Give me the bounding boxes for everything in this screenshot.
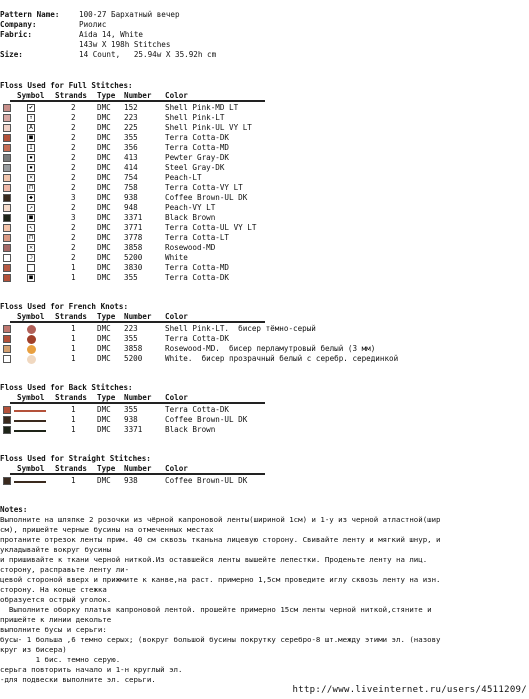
floss-type: DMC [97,143,111,152]
strands-value: 1 [71,344,76,353]
floss-type: DMC [97,273,111,282]
strands-value: 2 [71,253,76,262]
note-line: сторону. На конце стежка [0,585,107,594]
stitch-symbol: ✔ [27,104,35,112]
floss-color-name: Shell Pink-MD LT [165,103,239,112]
back-column-header: Strands [55,393,88,402]
floss-color-name: Shell Pink-LT [165,113,225,122]
strands-value: 1 [71,273,76,282]
header-label: Pattern Name: [0,10,60,19]
french-column-header: Color [165,312,188,321]
strands-value: 1 [71,334,76,343]
floss-number: 355 [124,334,138,343]
floss-number: 754 [124,173,138,182]
floss-color-name: Rosewood-MD. бисер перламутровый белый (3 мм) [165,344,376,353]
full-column-header: Symbol [17,91,45,100]
color-swatch [3,274,11,282]
floss-number: 355 [124,133,138,142]
back-header-rule [10,402,265,404]
strands-value: 1 [71,405,76,414]
stitch-symbol: ↗ [27,204,35,212]
floss-type: DMC [97,103,111,112]
header-label: Fabric: [0,30,33,39]
color-swatch [3,345,11,353]
color-swatch [3,335,11,343]
stitch-line-symbol [14,410,46,412]
floss-number: 3830 [124,263,143,272]
note-line: и пришивайте к ткани черной ниткой.Из оставшейся ленты вышейте лепестки. Проденьте ленту на лиц. [0,555,428,564]
stitch-symbol: ■ [27,134,35,142]
french-header-rule [10,321,265,323]
floss-color-name: Steel Gray-DK [165,163,225,172]
strands-value: 2 [71,133,76,142]
color-swatch [3,124,11,132]
color-swatch [3,154,11,162]
color-swatch [3,104,11,112]
header-value: 14 Count, 25.94w X 35.92h cm [79,50,217,59]
notes-title: Notes: [0,505,28,514]
floss-color-name: Shell Pink-LT. бисер тёмно-серый [165,324,316,333]
color-swatch [3,254,11,262]
color-swatch [3,234,11,242]
french-column-header: Type [97,312,116,321]
strands-value: 2 [71,203,76,212]
header-label: Size: [0,50,23,59]
floss-type: DMC [97,173,111,182]
note-line: выполните бусы и серьги: [0,625,107,634]
floss-number: 948 [124,203,138,212]
color-swatch [3,264,11,272]
back-column-header: Type [97,393,116,402]
floss-color-name: Black Brown [165,213,216,222]
floss-color-name: Terra Cotta-LT [165,233,230,242]
floss-number: 152 [124,103,138,112]
floss-color-name: Terra Cotta-DK [165,334,230,343]
header-value: 143w X 198h Stitches [79,40,171,49]
stitch-symbol: ■ [27,214,35,222]
floss-type: DMC [97,163,111,172]
strands-value: 1 [71,324,76,333]
floss-number: 3858 [124,344,143,353]
floss-number: 938 [124,193,138,202]
header-value: Aida 14, White [79,30,144,39]
floss-number: 413 [124,153,138,162]
straight-column-header: Strands [55,464,88,473]
floss-type: DMC [97,123,111,132]
back-column-header: Number [124,393,152,402]
color-swatch [3,204,11,212]
french-column-header: Strands [55,312,88,321]
stitch-line-symbol [14,430,46,432]
french-knot-symbol [27,325,36,334]
floss-color-name: Terra Cotta-MD [165,263,230,272]
floss-number: 223 [124,324,138,333]
color-swatch [3,244,11,252]
strands-value: 2 [71,233,76,242]
french-column-header: Number [124,312,152,321]
strands-value: 2 [71,143,76,152]
color-swatch [3,224,11,232]
stitch-symbol: ↑ [27,114,35,122]
strands-value: 2 [71,103,76,112]
floss-type: DMC [97,113,111,122]
floss-number: 3371 [124,425,143,434]
floss-number: 5200 [124,354,143,363]
floss-color-name: Rosewood-MD [165,243,216,252]
stitch-line-symbol [14,420,46,422]
color-swatch [3,325,11,333]
note-line: серьга повторить начало и 1-н круглый эл. [0,665,183,674]
stitch-symbol: A [27,124,35,132]
color-swatch [3,164,11,172]
note-line: сторону, расправьте ленту ли- [0,565,130,574]
strands-value: 1 [71,425,76,434]
note-line: бусы- 1 больша ,6 темно серых; (вокруг большой бусины покрутку серебро-8 шт.между этими эл. (назову [0,635,441,644]
color-swatch [3,416,11,424]
floss-color-name: Pewter Gray-DK [165,153,230,162]
floss-type: DMC [97,476,111,485]
floss-color-name: Terra Cotta-DK [165,405,230,414]
strands-value: 3 [71,213,76,222]
floss-type: DMC [97,243,111,252]
strands-value: 2 [71,243,76,252]
note-line: -для подвески выполните эл. серьги. [0,675,156,684]
floss-type: DMC [97,233,111,242]
floss-type: DMC [97,183,111,192]
color-swatch [3,406,11,414]
back-column-header: Color [165,393,188,402]
straight-column-header: Number [124,464,152,473]
back-section-title: Floss Used for Back Stitches: [0,383,133,392]
floss-number: 356 [124,143,138,152]
header-value: Риолис [79,20,107,29]
stitch-symbol: I [27,144,35,152]
straight-section-title: Floss Used for Straight Stitches: [0,454,151,463]
note-line: см), пришейте черные бусины на отмеченных местах [0,525,214,534]
french-knot-symbol [27,335,36,344]
note-line: круг из бисера) [0,645,67,654]
header-value: 100-27 Бархатный вечер [79,10,180,19]
color-swatch [3,134,11,142]
floss-color-name: White. бисер прозрачный белый с серебр. серединкой [165,354,399,363]
strands-value: 2 [71,163,76,172]
floss-type: DMC [97,354,111,363]
full-column-header: Strands [55,91,88,100]
stitch-symbol: ↖ [27,224,35,232]
stitch-symbol: × [27,174,35,182]
floss-color-name: Coffee Brown-UL DK [165,476,248,485]
floss-type: DMC [97,405,111,414]
note-line: протаните отрезок ленты прим. 40 см сквозь тканьна лицевую сторону. Свивайте ленту и мягкий шнур, и [0,535,441,544]
floss-color-name: Terra Cotta-DK [165,133,230,142]
full-column-header: Type [97,91,116,100]
floss-type: DMC [97,344,111,353]
floss-number: 938 [124,415,138,424]
floss-type: DMC [97,334,111,343]
straight-column-header: Type [97,464,116,473]
color-swatch [3,184,11,192]
french-knot-symbol [27,345,36,354]
floss-color-name: Coffee Brown-UL DK [165,193,248,202]
watermark-url: http://www.liveinternet.ru/users/4511209/ [292,685,527,695]
floss-color-name: Coffee Brown-UL DK [165,415,248,424]
back-column-header: Symbol [17,393,45,402]
floss-number: 758 [124,183,138,192]
stitch-symbol [27,264,35,272]
full-header-rule [10,100,265,102]
floss-color-name: Black Brown [165,425,216,434]
strands-value: 2 [71,113,76,122]
note-line: пришейте к линии декольте [0,615,112,624]
floss-color-name: Terra Cotta-VY LT [165,183,243,192]
stitch-symbol: ▪ [27,154,35,162]
floss-number: 3778 [124,233,143,242]
floss-color-name: White [165,253,188,262]
color-swatch [3,144,11,152]
color-swatch [3,114,11,122]
floss-number: 414 [124,163,138,172]
strands-value: 2 [71,123,76,132]
floss-type: DMC [97,263,111,272]
color-swatch [3,355,11,363]
french-column-header: Symbol [17,312,45,321]
floss-type: DMC [97,203,111,212]
floss-type: DMC [97,213,111,222]
strands-value: 2 [71,223,76,232]
note-line: цевой стороной вверх и прижмите к канве,на раст. примерно 1,5см проведите иглу сквозь ленту на изн. [0,575,441,584]
color-swatch [3,426,11,434]
floss-color-name: Terra Cotta-DK [165,273,230,282]
straight-column-header: Symbol [17,464,45,473]
floss-number: 225 [124,123,138,132]
color-swatch [3,214,11,222]
strands-value: 1 [71,354,76,363]
floss-type: DMC [97,193,111,202]
stitch-line-symbol [14,481,46,483]
strands-value: 1 [71,476,76,485]
note-line: Выполните оборку платья капроновой лентой. прошейте примерно 15см ленты черной ниткой,стяните и [0,605,432,614]
stitch-symbol: ◆ [27,194,35,202]
floss-number: 223 [124,113,138,122]
floss-type: DMC [97,153,111,162]
floss-color-name: Terra Cotta-UL VY LT [165,223,257,232]
floss-number: 3771 [124,223,143,232]
floss-number: 3371 [124,213,143,222]
floss-type: DMC [97,425,111,434]
floss-type: DMC [97,415,111,424]
full-column-header: Number [124,91,152,100]
straight-column-header: Color [165,464,188,473]
strands-value: 1 [71,263,76,272]
floss-number: 3858 [124,243,143,252]
note-line: образуется острый уголок. [0,595,112,604]
straight-header-rule [10,473,265,475]
french-section-title: Floss Used for French Knots: [0,302,129,311]
floss-color-name: Peach-LT [165,173,202,182]
floss-color-name: Shell Pink-UL VY LT [165,123,252,132]
color-swatch [3,477,11,485]
stitch-symbol: ☽ [27,254,35,262]
floss-number: 5200 [124,253,143,262]
stitch-symbol: ▪ [27,164,35,172]
stitch-symbol: ⊓ [27,184,35,192]
french-knot-symbol [27,355,36,364]
note-line: укладывайте вокруг бусины [0,545,112,554]
strands-value: 2 [71,173,76,182]
full-column-header: Color [165,91,188,100]
floss-number: 938 [124,476,138,485]
note-line: 1 бис. темно серую. [0,655,121,664]
stitch-symbol: ⊓ [27,234,35,242]
floss-number: 355 [124,273,138,282]
note-line: Выполните на шляпке 2 розочки из чёрной капроновой ленты(шириной 1см) и 1-у из черной атластной(шир [0,515,441,524]
strands-value: 2 [71,153,76,162]
floss-color-name: Terra Cotta-MD [165,143,230,152]
stitch-symbol: ✕ [27,244,35,252]
floss-type: DMC [97,253,111,262]
floss-type: DMC [97,223,111,232]
full-section-title: Floss Used for Full Stitches: [0,81,133,90]
strands-value: 2 [71,183,76,192]
color-swatch [3,194,11,202]
header-label: Company: [0,20,37,29]
strands-value: 3 [71,193,76,202]
floss-type: DMC [97,133,111,142]
color-swatch [3,174,11,182]
floss-number: 355 [124,405,138,414]
floss-type: DMC [97,324,111,333]
stitch-symbol: ■ [27,274,35,282]
floss-color-name: Peach-VY LT [165,203,216,212]
strands-value: 1 [71,415,76,424]
